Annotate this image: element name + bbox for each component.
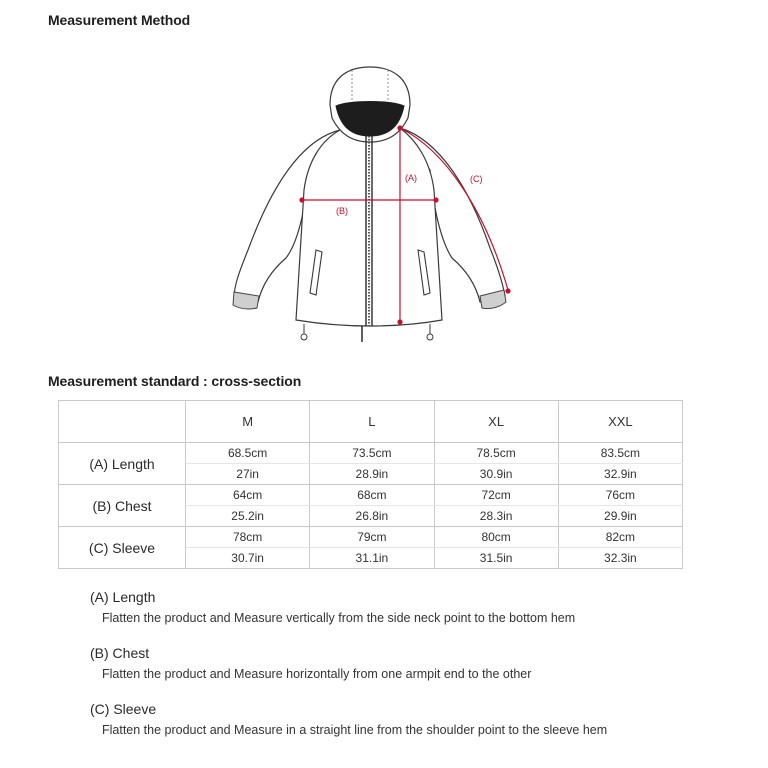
table-cell: 25.2in — [186, 506, 310, 527]
table-cell: 32.9in — [558, 464, 682, 485]
header-xl: XL — [434, 401, 558, 443]
table-cell: 80cm — [434, 527, 558, 548]
table-cell: 64cm — [186, 485, 310, 506]
header-l: L — [310, 401, 434, 443]
table-cell: 83.5cm — [558, 443, 682, 464]
table-row — [59, 443, 683, 464]
row-label-length: (A) Length — [59, 443, 186, 485]
table-cell: 32.3in — [558, 548, 682, 569]
label-c: (C) — [470, 174, 483, 184]
header-m: M — [186, 401, 310, 443]
table-cell: 26.8in — [310, 506, 434, 527]
desc-chest-title: (B) Chest — [90, 645, 150, 661]
desc-sleeve-text: Flatten the product and Measure in a straight line from the shoulder point to the sleeve hem — [102, 723, 608, 737]
table-cell: 78cm — [186, 527, 310, 548]
table-cell: 73.5cm — [310, 443, 434, 464]
size-table — [58, 400, 683, 569]
table-cell: 78.5cm — [434, 443, 558, 464]
table-cell: 31.5in — [434, 548, 558, 569]
table-header-row — [59, 401, 683, 443]
label-b: (B) — [336, 206, 348, 216]
desc-sleeve-title: (C) Sleeve — [90, 701, 157, 717]
table-cell: 72cm — [434, 485, 558, 506]
table-cell: 31.1in — [310, 548, 434, 569]
row-label-sleeve: (C) Sleeve — [59, 527, 186, 569]
jacket-measurement-diagram — [215, 62, 525, 352]
measurement-method-title: Measurement Method — [48, 12, 191, 28]
table-cell: 28.3in — [434, 506, 558, 527]
table-row — [59, 527, 683, 548]
table-cell: 79cm — [310, 527, 434, 548]
desc-chest-text: Flatten the product and Measure horizontally from one armpit end to the other — [102, 667, 532, 681]
table-cell: 27in — [186, 464, 310, 485]
table-cell: 68cm — [310, 485, 434, 506]
table-cell: 82cm — [558, 527, 682, 548]
desc-length-text: Flatten the product and Measure vertically from the side neck point to the bottom hem — [102, 611, 576, 625]
label-a: (A) — [405, 173, 417, 183]
table-cell: 76cm — [558, 485, 682, 506]
table-cell: 68.5cm — [186, 443, 310, 464]
table-cell: 29.9in — [558, 506, 682, 527]
header-xxl: XXL — [558, 401, 682, 443]
desc-length-title: (A) Length — [90, 589, 156, 605]
measurement-standard-title: Measurement standard : cross-section — [48, 373, 302, 389]
table-cell: 28.9in — [310, 464, 434, 485]
table-cell: 30.9in — [434, 464, 558, 485]
table-corner — [59, 401, 186, 443]
table-row — [59, 485, 683, 506]
table-cell: 30.7in — [186, 548, 310, 569]
row-label-chest: (B) Chest — [59, 485, 186, 527]
